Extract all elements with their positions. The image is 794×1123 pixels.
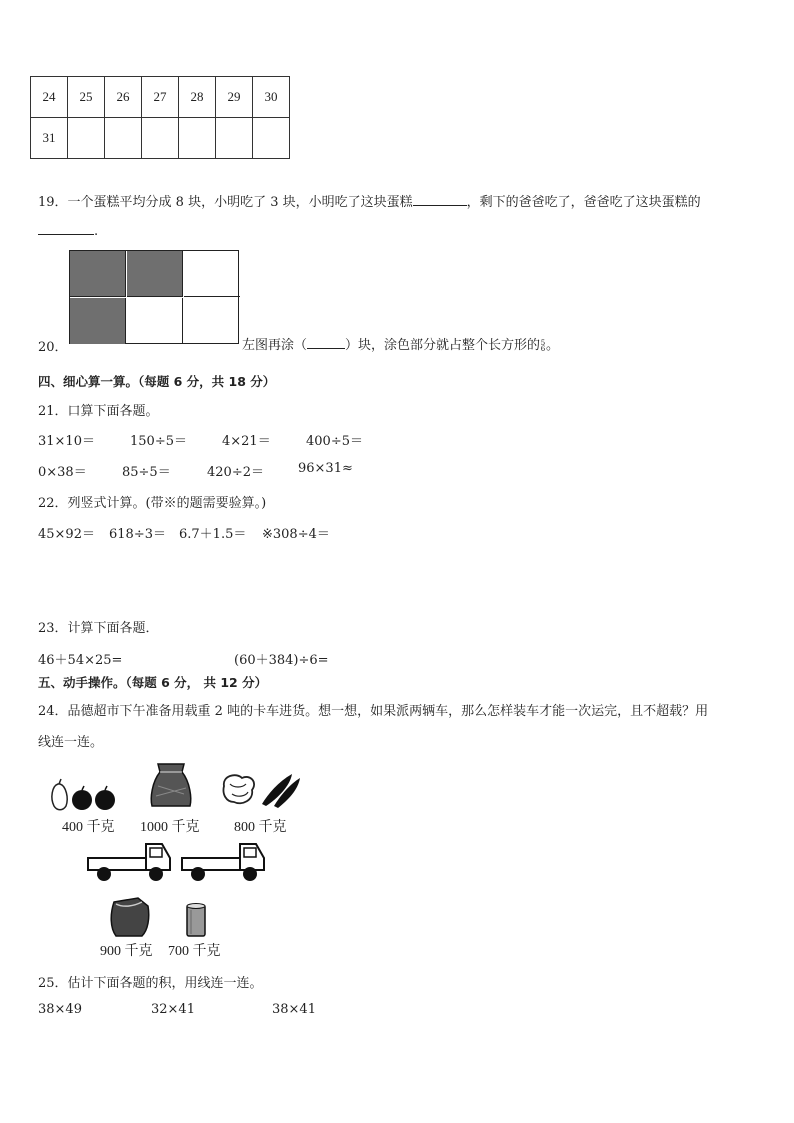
- fraction-denominator: 6: [540, 344, 546, 353]
- q21-item: 0×38＝: [38, 465, 87, 480]
- rectangle-grid: [69, 250, 239, 344]
- weight-label: 800 千克: [234, 820, 287, 835]
- shaded-cell: [70, 298, 126, 344]
- q21-item: 400÷5＝: [306, 434, 363, 449]
- barrel-icon: [184, 902, 208, 938]
- q21-item: 4×21＝: [222, 434, 271, 449]
- q19-text-a: 19．一个蛋糕平均分成 8 块，小明吃了 3 块，小明吃了这块蛋糕: [38, 195, 413, 210]
- q25-item: 32×41: [151, 1002, 195, 1017]
- q22-item: ※308÷4＝: [262, 527, 330, 542]
- calendar-cell: 26: [105, 77, 142, 118]
- vegetable-icon: [220, 770, 302, 808]
- calendar-cell: 30: [253, 77, 290, 118]
- q23-item: 46＋54×25=: [38, 653, 123, 668]
- calendar-cell: [179, 118, 216, 159]
- q22-item: 6.7＋1.5＝: [179, 527, 247, 542]
- calendar-cell: 31: [31, 118, 68, 159]
- truck-icon: [86, 840, 174, 884]
- calendar-cell: [216, 118, 253, 159]
- calendar-row: [31, 118, 290, 159]
- calendar-cell: 25: [68, 77, 105, 118]
- q22-item: 618÷3＝: [109, 527, 166, 542]
- q20-text-a: 左图再涂（: [242, 338, 308, 353]
- weight-label: 400 千克: [62, 820, 115, 835]
- calendar-cell: [105, 118, 142, 159]
- q19-end: .: [94, 224, 99, 239]
- question-19: [38, 191, 701, 210]
- q21-item: 96×31≈: [298, 461, 353, 476]
- calendar-table: [30, 76, 290, 159]
- shaded-cell: [127, 251, 183, 297]
- section-5-heading: 五、动手操作。（每题 6 分， 共 12 分）: [38, 675, 268, 690]
- calendar-cell: 27: [142, 77, 179, 118]
- calendar-row: [31, 77, 290, 118]
- answer-blank[interactable]: [38, 222, 94, 235]
- calendar-cell: [253, 118, 290, 159]
- q25-title: 25．估计下面各题的积，用线连一连。: [38, 976, 263, 991]
- calendar-cell: 29: [216, 77, 253, 118]
- answer-blank[interactable]: [307, 336, 345, 349]
- blank-cell: [127, 298, 183, 344]
- answer-blank[interactable]: [413, 193, 467, 206]
- calendar-cell: [142, 118, 179, 159]
- question-20: [242, 334, 559, 353]
- calendar-cell: 24: [31, 77, 68, 118]
- q23-title: 23．计算下面各题．: [38, 621, 159, 636]
- q24-text-line1: 24．品德超市下午准备用载重 2 吨的卡车进货。想一想，如果派两辆车，那么怎样装车才能一次运完，且不超载？用: [38, 704, 709, 719]
- q20-end: 。: [546, 338, 560, 353]
- q21-item: 31×10＝: [38, 434, 95, 449]
- q21-title: 21．口算下面各题。: [38, 404, 159, 419]
- weight-label: 700 千克: [168, 944, 221, 959]
- q19-text-b: ，剩下的爸爸吃了，爸爸吃了这块蛋糕的: [466, 195, 701, 210]
- q25-item: 38×49: [38, 1002, 82, 1017]
- q21-item: 150÷5＝: [130, 434, 187, 449]
- q20-number: 20．: [38, 340, 68, 355]
- bag-icon: [108, 896, 152, 938]
- sack-icon: [148, 760, 194, 810]
- q22-item: 45×92＝: [38, 527, 95, 542]
- q22-title: 22．列竖式计算。(带※的题需要验算。): [38, 496, 267, 511]
- q21-item: 420÷2＝: [207, 465, 264, 480]
- fruit-icon: [48, 778, 118, 812]
- blank-cell: [184, 298, 240, 344]
- fraction-numerator: 5: [540, 338, 546, 347]
- q24-text-line2: 线连一连。: [38, 735, 104, 750]
- section-4-heading: 四、细心算一算。（每题 6 分，共 18 分）: [38, 374, 276, 389]
- blank-cell: [184, 251, 240, 297]
- truck-icon: [180, 840, 268, 884]
- calendar-cell: [68, 118, 105, 159]
- q23-item: (60＋384)÷6=: [234, 653, 329, 668]
- weight-label: 900 千克: [100, 944, 153, 959]
- weight-label: 1000 千克: [140, 820, 200, 835]
- q25-item: 38×41: [272, 1002, 316, 1017]
- calendar-cell: 28: [179, 77, 216, 118]
- shaded-cell: [70, 251, 126, 297]
- q21-item: 85÷5＝: [122, 465, 171, 480]
- q20-text-b: ）块，涂色部分就占整个长方形的: [345, 338, 541, 353]
- question-19-line2: [38, 222, 98, 239]
